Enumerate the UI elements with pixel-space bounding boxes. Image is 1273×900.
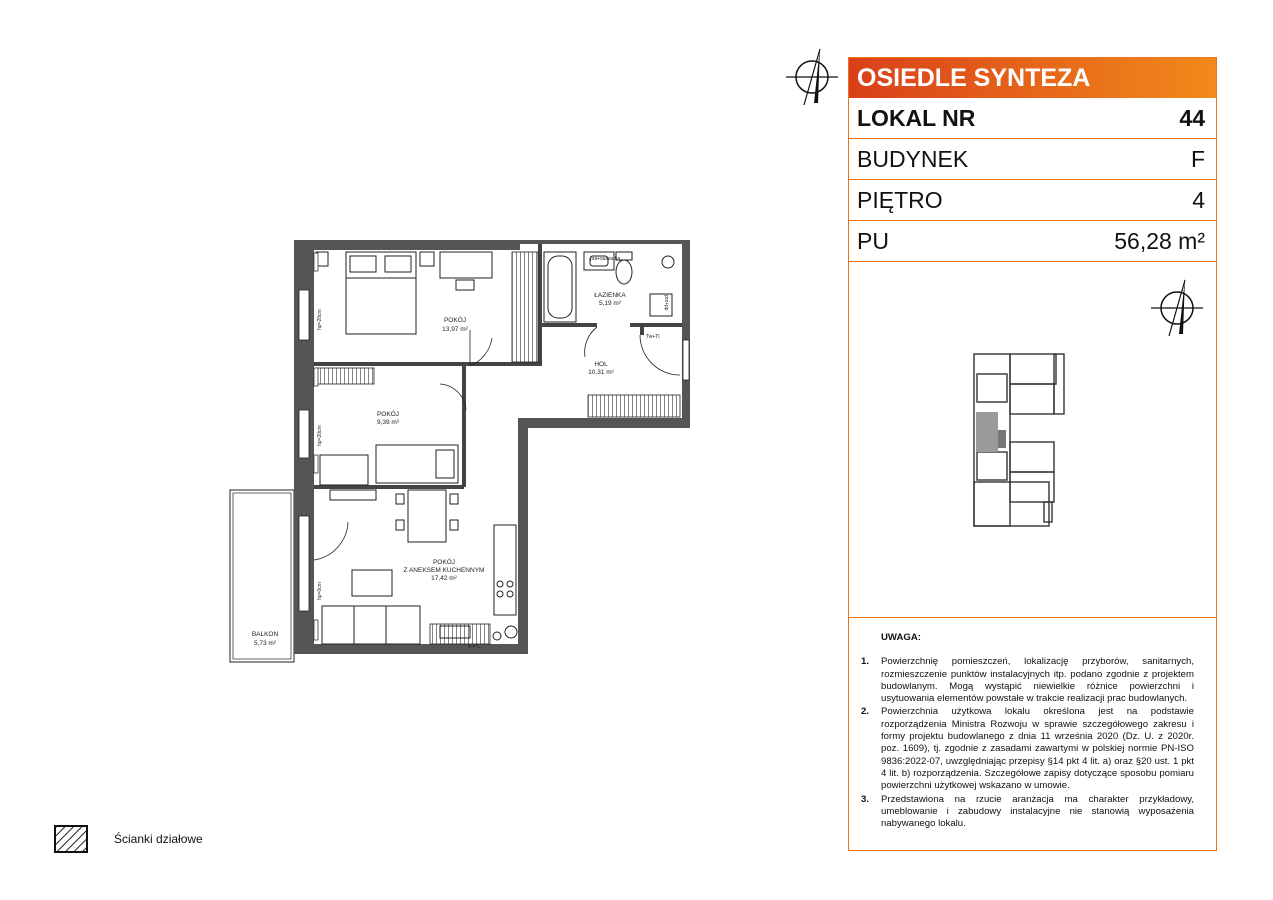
room-area: 13,97 m² [442, 326, 468, 333]
note-item [861, 656, 1194, 705]
info-value: F [1190, 145, 1205, 172]
hatch-icon [55, 826, 87, 852]
room-label: ŁAZIENKA [594, 292, 626, 299]
kitchen-label: 4,4°C [468, 644, 481, 650]
note-text: Powierzchnię pomieszczeń, lokalizację przyborów, sanitarnych, rozmieszczenie punktów instalacyjnych itp. podano zgodnie z projektem budowlanym. Mogą wystąpić niewielkie różnice powierzchni i usytuowania elementów powstałe w trakcie realizacji prac budowlanych. [881, 656, 1194, 705]
info-row-unit [849, 98, 1216, 139]
info-row-building [849, 139, 1216, 180]
note-item [861, 794, 1194, 831]
info-label: PIĘTRO [857, 186, 943, 213]
unit-highlight [976, 412, 998, 452]
room-label-2: Z ANEKSEM KUCHENNYM [403, 567, 485, 574]
info-value: 4 [1192, 186, 1205, 213]
room-area: 5,19 m² [598, 300, 622, 307]
stove-icon [497, 581, 513, 597]
info-label: PU [857, 227, 889, 254]
room-area: 5,73 m² [253, 640, 277, 647]
bathtub-icon [544, 252, 576, 322]
compass-icon [1151, 278, 1203, 336]
room-area: 17,42 m² [431, 575, 457, 582]
note-number: 1. [861, 656, 870, 668]
info-label: LOKAL NR [857, 104, 976, 131]
bed-icon [376, 445, 458, 483]
room-label: POKÓJ [443, 317, 467, 324]
info-value: 56,28 m² [1114, 227, 1205, 254]
room-label: POKÓJ [432, 559, 456, 566]
notes-section [849, 618, 1216, 830]
room-label: HOL [594, 361, 608, 368]
compass-icon [786, 47, 838, 105]
development-title: OSIEDLE SYNTEZA [849, 58, 1216, 98]
note-text: Powierzchnia użytkowa lokalu określona jest na podstawie rozporządzenia Ministra Rozwoju w sprawie szczegółowego zakresu i formy projektu budowlanego z dnia 11 września 2020 (Dz. U. z 2020r. poz. 1609), tj. zgodnie z zasadami zawartymi w polskiej normie PN-ISO 9836:2022-07, uwzględniając przepisy §14 pkt 4 lit. a) oraz §20 ust. 1 pkt 4 lit. b) rozporządzenia. Szczegółowe zapisy dotyczące sposobu pomiaru powierzchni użytkowej wskazano w umowie. [881, 706, 1194, 792]
note-item [861, 706, 1194, 792]
note-text: Przedstawiona na rzucie aranżacja ma charakter przykładowy, umeblowanie i zabudowy instalacyjne nie stanowią wyposażenia nabywanego lokalu. [881, 793, 1194, 830]
table-icon [396, 490, 458, 542]
info-label: BUDYNEK [857, 145, 969, 172]
info-value: 44 [1179, 104, 1205, 131]
info-card [848, 57, 1217, 851]
window-label: hp=20cm [317, 309, 323, 330]
vent-label: Tw+Tl [646, 334, 660, 340]
bed-icon [346, 252, 416, 334]
info-row-floor [849, 180, 1216, 221]
room-area: 10,31 m² [588, 369, 614, 376]
room-label: BALKON [251, 631, 279, 638]
vent-label: prz+pp [663, 295, 669, 311]
room-label: POKÓJ [376, 411, 400, 418]
info-row-area [849, 221, 1216, 262]
key-plan [849, 262, 1216, 618]
exterior-walls [294, 240, 690, 654]
room-area: 9,39 m² [376, 419, 400, 426]
legend-label: Ścianki działowe [114, 832, 203, 846]
note-number: 2. [861, 706, 870, 718]
vent-label: pra+suszarka [590, 256, 621, 262]
window-label: hp=0cm [317, 582, 323, 600]
window-label: hp=20cm [317, 425, 323, 446]
notes-title: UWAGA: [881, 632, 921, 643]
note-number: 3. [861, 793, 870, 805]
